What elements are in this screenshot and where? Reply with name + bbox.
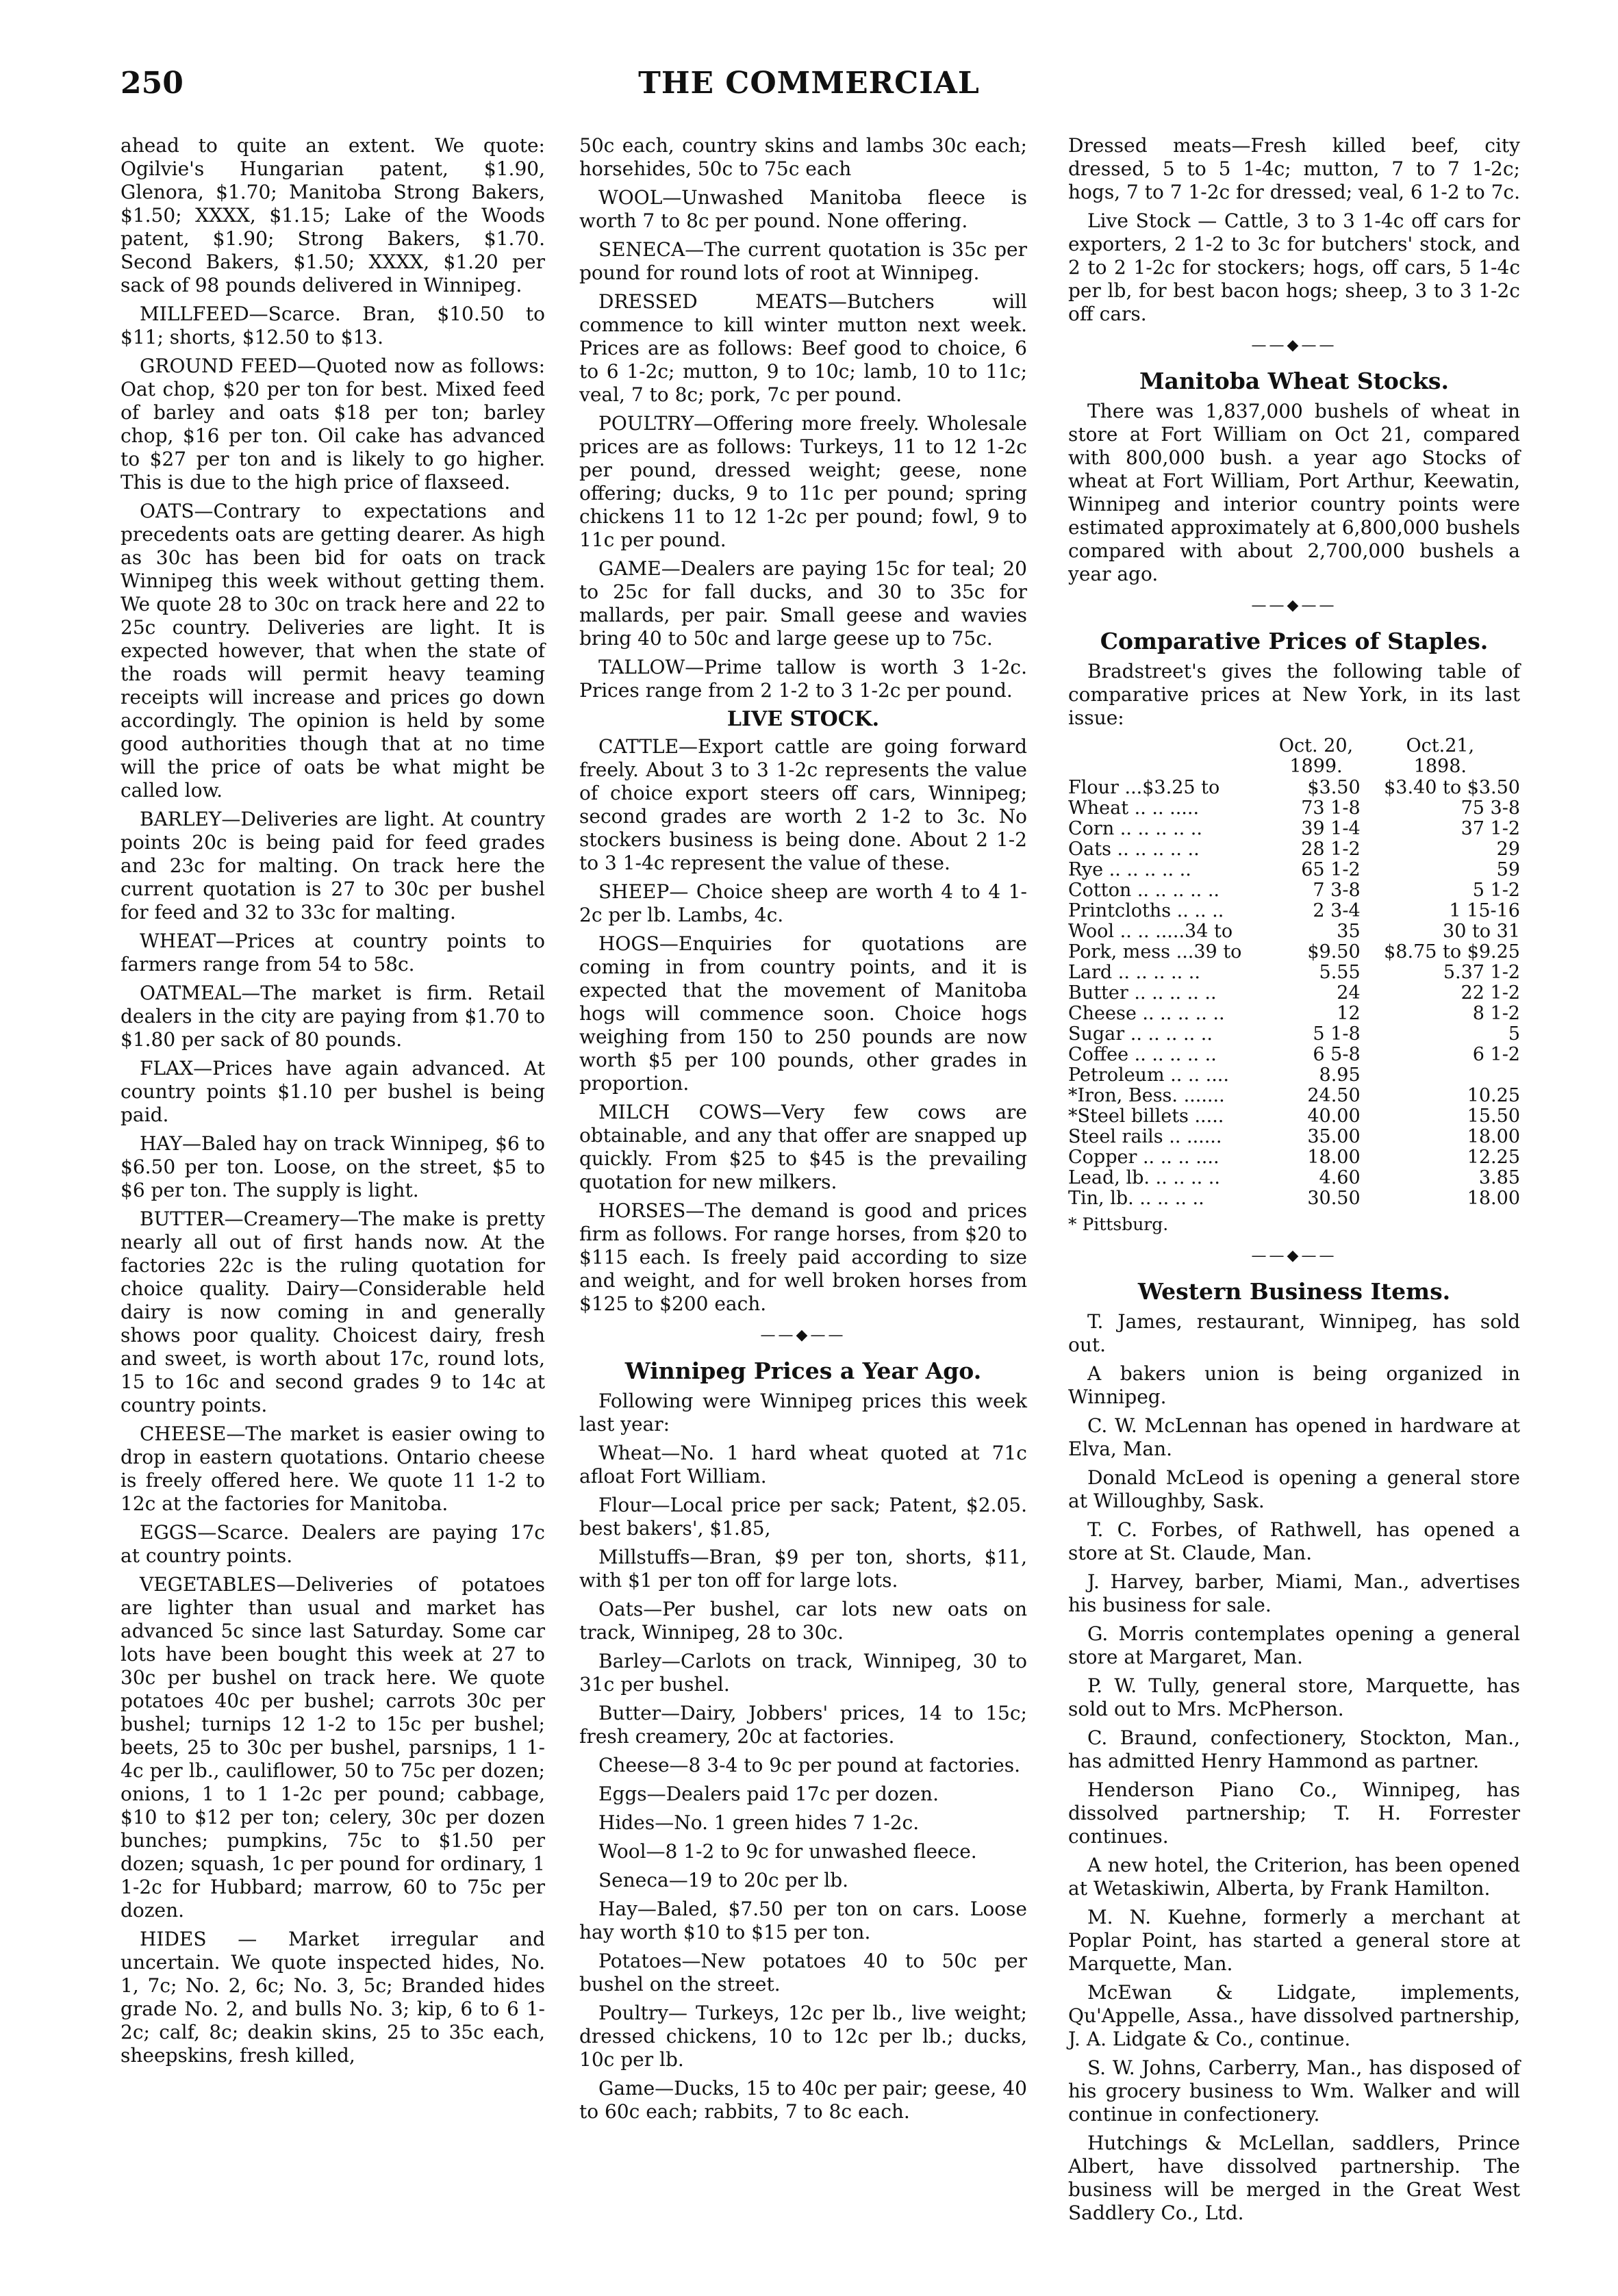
table-cell: 6 5-8 — [1313, 1044, 1361, 1065]
table-cell: *Steel billets ..... — [1068, 1106, 1224, 1127]
paragraph: OATS—Contrary to expectations and precedents oats are getting dearer. As high as 30c has been bid for oats on track Winnipeg this week without getting them. We quote 28 to 30c on track here and 22 to 25c country. Deliveries are light. It is expected however, that when the state of the roads will permit heavy teaming receipts will increase and prices go down accordingly. The opinion is held by some good authorities though that at no time will the price of oats be what might be called low. — [121, 500, 545, 802]
section-divider: ——◆—— — [1251, 597, 1337, 614]
paragraph: MILCH COWS—Very few cows are obtainable, and any that offer are snapped up quickly. From $25 to $45 is the prevailing quotation for new milkers. — [579, 1101, 1027, 1193]
table-cell: Copper .. .. .. .... — [1068, 1147, 1219, 1168]
paragraph: 50c each, country skins and lambs 30c each; horsehides, 50c to 75c each — [579, 134, 1027, 180]
table-cell: 8 1-2 — [1472, 1003, 1520, 1024]
table-cell: 39 1-4 — [1301, 818, 1361, 839]
list-item: P. W. Tully, general store, Marquette, has sold out to Mrs. McPherson. — [1068, 1674, 1520, 1720]
table-row — [1068, 1188, 1520, 1209]
paragraph: CHEESE—The market is easier owing to drop in eastern quotations. Ontario cheese is freely offered here. We quote 11 1-2 to 12c at the factories for Manitoba. — [121, 1423, 545, 1515]
list-item: Wheat—No. 1 hard wheat quoted at 71c afloat Fort William. — [579, 1442, 1027, 1488]
paragraph: MILLFEED—Scarce. Bran, $10.50 to $11; shorts, $12.50 to $13. — [121, 303, 545, 348]
staples-heading: Comparative Prices of Staples. — [1100, 628, 1489, 654]
column-3 — [1068, 134, 1520, 2230]
list-item: S. W. Johns, Carberry, Man., has disposed of his grocery business to Wm. Walker and will continue in confectionery. — [1068, 2056, 1520, 2126]
list-item: Wool—8 1-2 to 9c for unwashed fleece. — [598, 1840, 977, 1863]
table-cell: $9.50 — [1307, 941, 1361, 962]
table-cell: Coffee .. .. .. .. .. — [1068, 1044, 1217, 1065]
list-item: Barley—Carlots on track, Winnipeg, 30 to 31c per bushel. — [579, 1650, 1027, 1696]
table-cell: Flour ...$3.25 to — [1068, 777, 1220, 798]
paragraph: HORSES—The demand is good and prices firm as follows. For range horses, from $20 to $115 each. Is freely paid according to size and weight, and for well broken horses from $125 to $200 each. — [579, 1199, 1027, 1315]
paragraph: Dressed meats—Fresh killed beef, city dressed, 5 to 5 1-4c; mutton, 7 to 7 1-2c; hogs, 7 to 7 1-2c for dressed; veal, 6 1-2 to 7c. — [1068, 134, 1520, 203]
list-item: Game—Ducks, 15 to 40c per pair; geese, 40 to 60c each; rabbits, 7 to 8c each. — [579, 2077, 1027, 2123]
table-cell: 35.00 — [1307, 1126, 1361, 1147]
table-cell: 7 3-8 — [1313, 880, 1361, 901]
list-item: Seneca—19 to 20c per lb. — [598, 1869, 849, 1891]
table-cell: 30.50 — [1307, 1188, 1361, 1209]
table-row — [1068, 1045, 1520, 1065]
table-header: Oct.21, 1898. — [1406, 735, 1475, 777]
table-cell: 65 1-2 — [1301, 859, 1361, 880]
paragraph: Bradstreet's gives the following table of comparative prices at New York, in its last issue: — [1068, 660, 1520, 729]
table-cell — [1361, 1065, 1520, 1086]
table-cell: *Iron, Bess. ....... — [1068, 1085, 1225, 1106]
table-cell: 3.85 — [1478, 1167, 1520, 1188]
column-1 — [121, 134, 545, 2073]
paragraph: OATMEAL—The market is firm. Retail dealers in the city are paying from $1.70 to $1.80 per sack of 80 pounds. — [121, 982, 545, 1051]
staples-table-body — [1068, 778, 1520, 1209]
paragraph: Following were Winnipeg prices this week last year: — [579, 1390, 1027, 1436]
list-item: McEwan & Lidgate, implements, Qu'Appelle, Assa., have dissolved partnership, J. A. Lidgate & Co., continue. — [1068, 1981, 1520, 2050]
paragraph: TALLOW—Prime tallow is worth 3 1-2c. Prices range from 2 1-2 to 3 1-2c per pound. — [579, 656, 1027, 702]
table-cell: Lead, lb. .. .. .. .. — [1068, 1167, 1220, 1188]
table-cell: Steel rails .. ...... — [1068, 1126, 1222, 1147]
paragraph: BARLEY—Deliveries are light. At country points 20c is being paid for feed grades and 23c for malting. On track here the current quotation is 27 to 30c per bushel for feed and 32 to 33c for malting. — [121, 808, 545, 923]
page-title: THE COMMERCIAL — [638, 66, 980, 101]
livestock-heading: LIVE STOCK. — [726, 707, 880, 731]
table-cell: 37 1-2 — [1461, 818, 1520, 839]
table-row — [1068, 1004, 1520, 1024]
table-cell: 5 — [1508, 1023, 1520, 1045]
table-cell: 5.55 — [1319, 962, 1361, 983]
footnote: * Pittsburg. — [1068, 1214, 1169, 1234]
paragraph: HAY—Baled hay on track Winnipeg, $6 to $6.50 per ton. Loose, on the street, $5 to $6 per ton. The supply is light. — [121, 1132, 545, 1201]
table-cell: 29 — [1496, 839, 1520, 860]
table-cell: 2 3-4 — [1313, 900, 1361, 921]
table-row — [1068, 962, 1520, 983]
table-row — [1068, 819, 1520, 839]
table-cell: 1 15-16 — [1449, 900, 1520, 921]
table-header: Oct. 20, 1899. — [1278, 735, 1354, 777]
list-item: Millstuffs—Bran, $9 per ton, shorts, $11, with $1 per ton off for large lots. — [579, 1546, 1027, 1592]
paragraph: BUTTER—Creamery—The make is pretty nearly all out of first hands now. At the factories 22c is the ruling quotation for choice quality. Dairy—Considerable held dairy is now coming in and generally shows poor quality. Choicest dairy, fresh and sweet, is worth about 17c, round lots, 15 to 16c and second grades 9 to 14c at country points. — [121, 1208, 545, 1416]
table-cell: Lard .. .. .. .. .. — [1068, 962, 1200, 983]
list-item: Hay—Baled, $7.50 per ton on cars. Loose hay worth $10 to $15 per ton. — [579, 1898, 1027, 1943]
table-cell: 18.00 — [1467, 1126, 1520, 1147]
list-item: Poultry— Turkeys, 12c per lb., live weight; dressed chickens, 10 to 12c per lb.; ducks, 10c per lb. — [579, 2002, 1027, 2071]
table-row — [1068, 798, 1520, 819]
list-item: G. Morris contemplates opening a general store at Margaret, Man. — [1068, 1622, 1520, 1668]
paragraph: VEGETABLES—Deliveries of potatoes are lighter than usual and market has advanced 5c since last Saturday. Some car lots have been bought this week at 27 to 30c per bushel on track here. We quote potatoes 40c per bushel; carrots 30c per bushel; turnips 12 1-2 to 15c per bushel; beets, 25 to 30c per bushel, parsnips, 1 1-4c per lb., cauliflower, 50 to 75c per dozen; onions, 1 to 1 1-2c per pound; cabbage, $10 to $12 per ton; celery, 30c per dozen bunches; pumpkins, 75c to $1.50 per dozen; squash, 1c per pound for ordinary, 1 1-2c for Hubbard; marrow, 60 to 75c per dozen. — [121, 1573, 545, 1922]
table-cell: 10.25 — [1467, 1085, 1520, 1106]
table-row — [1068, 1024, 1520, 1045]
paragraph: ahead to quite an extent. We quote: Ogilvie's Hungarian patent, $1.90, Glenora, $1.70; Manitoba Strong Bakers, $1.50; XXXX, $1.15; Lake of the Woods patent, $1.90; Strong Bakers, $1.70. Second Bakers, $1.50; XXXX, $1.20 per sack of 98 pounds delivered in Winnipeg. — [121, 134, 545, 296]
table-cell: 12 — [1337, 1003, 1361, 1024]
western-heading: Western Business Items. — [1137, 1278, 1451, 1305]
table-row — [1068, 942, 1520, 962]
page-number: 250 — [121, 66, 184, 101]
paragraph: WHEAT—Prices at country points to farmers range from 54 to 58c. — [121, 930, 545, 975]
table-row — [1068, 983, 1520, 1004]
table-cell: Petroleum .. .. .... — [1068, 1064, 1229, 1086]
table-cell: Printcloths .. .. .. — [1068, 900, 1224, 921]
table-row — [1068, 1168, 1520, 1188]
list-item: Potatoes—New potatoes 40 to 50c per bushel on the street. — [579, 1950, 1027, 1995]
section-divider: ——◆—— — [1251, 1247, 1337, 1264]
table-row — [1068, 839, 1520, 860]
list-item: Hides—No. 1 green hides 7 1-2c. — [598, 1811, 920, 1834]
table-row — [1068, 1127, 1520, 1147]
table-row — [1068, 1065, 1520, 1086]
paragraph: HOGS—Enquiries for quotations are coming in from country points, and it is expected that the movement of Manitoba hogs will commence soon. Choice hogs weighing from 150 to 250 pounds are now worth $5 per 100 pounds, other grades in proportion. — [579, 932, 1027, 1095]
table-cell: 4.60 — [1319, 1167, 1361, 1188]
table-cell: $3.40 to $3.50 — [1384, 777, 1520, 798]
table-cell: 73 1-8 — [1301, 798, 1361, 819]
paragraph: WOOL—Unwashed Manitoba fleece is worth 7 to 8c per pound. None offering. — [579, 186, 1027, 232]
table-cell: $8.75 to $9.25 — [1384, 941, 1520, 962]
table-cell: 75 3-8 — [1461, 798, 1520, 819]
table-row — [1068, 901, 1520, 921]
list-item: Henderson Piano Co., Winnipeg, has dissolved partnership; T. H. Forrester continues. — [1068, 1778, 1520, 1848]
table-header-row — [1068, 735, 1520, 778]
list-item: A bakers union is being organized in Winnipeg. — [1068, 1362, 1520, 1408]
table-cell: 35 — [1337, 921, 1361, 942]
table-cell: Butter .. .. .. .. .. — [1068, 982, 1217, 1004]
list-item: T. James, restaurant, Winnipeg, has sold out. — [1068, 1310, 1520, 1356]
list-item: Cheese—8 3-4 to 9c per pound at factories. — [598, 1754, 1020, 1776]
paragraph: DRESSED MEATS—Butchers will commence to kill winter mutton next week. Prices are as follows: Beef good to choice, 6 to 6 1-2c; mutton, 9 to 10c; lamb, 10 to 11c; veal, 7 to 8c; pork, 7c per pound. — [579, 290, 1027, 406]
paragraph: POULTRY—Offering more freely. Wholesale prices are as follows: Turkeys, 11 to 12 1-2c per pound, dressed weight; geese, none offering; ducks, 9 to 11c per pound; spring chickens 11 to 12 1-2c per pound; fowl, 9 to 11c per pound. — [579, 412, 1027, 551]
table-row — [1068, 921, 1520, 942]
table-cell: 22 1-2 — [1461, 982, 1520, 1004]
table-row — [1068, 860, 1520, 880]
table-cell: 8.95 — [1319, 1064, 1361, 1086]
table-cell: Wheat .. .. ..... — [1068, 798, 1200, 819]
list-item: Butter—Dairy, Jobbers' prices, 14 to 15c; fresh creamery, 20c at factories. — [579, 1702, 1027, 1748]
table-cell: Cheese .. .. .. .. .. — [1068, 1003, 1225, 1024]
table-row — [1068, 1086, 1520, 1106]
table-cell: 30 to 31 — [1443, 921, 1520, 942]
table-cell: 15.50 — [1467, 1106, 1520, 1127]
paragraph: There was 1,837,000 bushels of wheat in store at Fort William on Oct 21, compared with 800,000 bush. a year ago Stocks of wheat at Fort William, Port Arthur, Keewatin, Winnipeg and interior country points were estimated approximately at 6,800,000 bushels compared with about 2,700,000 bushels a year ago. — [1068, 400, 1520, 585]
table-cell: Rye .. .. .. .. .. — [1068, 859, 1191, 880]
table-cell: Oats .. .. .. .. .. — [1068, 839, 1200, 860]
table-cell: 40.00 — [1307, 1106, 1361, 1127]
list-item: T. C. Forbes, of Rathwell, has opened a store at St. Claude, Man. — [1068, 1518, 1520, 1564]
table-row — [1068, 1147, 1520, 1168]
table-row — [1068, 1106, 1520, 1127]
list-item: Flour—Local price per sack; Patent, $2.05. best bakers', $1.85, — [579, 1494, 1027, 1540]
paragraph: HIDES — Market irregular and uncertain. We quote inspected hides, No. 1, 7c; No. 2, 6c; No. 3, 5c; Branded hides grade No. 2, and bulls No. 3; kip, 6 to 6 1-2c; calf, 8c; deakin skins, 25 to 35c each, sheepskins, fresh killed, — [121, 1928, 545, 2067]
table-cell: Wool .. .. .....34 to — [1068, 921, 1233, 942]
table-cell: Pork, mess ...39 to — [1068, 941, 1242, 962]
paragraph: EGGS—Scarce. Dealers are paying 17c at country points. — [121, 1521, 545, 1567]
paragraph: GROUND FEED—Quoted now as follows: Oat chop, $20 per ton for best. Mixed feed of barley and oats $18 per ton; barley chop, $16 per ton. Oil cake has advanced to $27 per ton and is likely to go higher. This is due to the high price of flaxseed. — [121, 355, 545, 494]
section-divider: ——◆—— — [760, 1327, 846, 1344]
list-item: M. N. Kuehne, formerly a merchant at Poplar Point, has started a general store at Marquette, Man. — [1068, 1906, 1520, 1975]
list-item: C. Braund, confectionery, Stockton, Man., has admitted Henry Hammond as partner. — [1068, 1726, 1520, 1772]
paragraph: Live Stock — Cattle, 3 to 3 1-4c off cars for exporters, 2 1-2 to 3c for butchers' stock, and 2 to 2 1-2c for stockers; hogs, off cars, 5 1-4c per lb, for best bacon hogs; sheep, 3 to 3 1-2c off cars. — [1068, 209, 1520, 325]
column-2 — [579, 134, 1027, 2129]
table-row — [1068, 880, 1520, 901]
list-item: A new hotel, the Criterion, has been opened at Wetaskiwin, Alberta, by Frank Hamilton. — [1068, 1854, 1520, 1900]
wheat-stocks-heading: Manitoba Wheat Stocks. — [1139, 368, 1449, 394]
table-cell: $3.50 — [1307, 777, 1361, 798]
table-cell: 5 1-8 — [1313, 1023, 1361, 1045]
table-cell: 18.00 — [1307, 1147, 1361, 1168]
list-item: Hutchings & McLellan, saddlers, Prince Albert, have dissolved partnership. The business will be merged in the Great West Saddlery Co., Ltd. — [1068, 2132, 1520, 2224]
table-cell: 18.00 — [1467, 1188, 1520, 1209]
list-item: C. W. McLennan has opened in hardware at Elva, Man. — [1068, 1414, 1520, 1460]
list-item: Donald McLeod is opening a general store at Willoughby, Sask. — [1068, 1466, 1520, 1512]
staples-table — [1068, 735, 1520, 1209]
paragraph: SENECA—The current quotation is 35c per pound for round lots of root at Winnipeg. — [579, 238, 1027, 284]
list-item: J. Harvey, barber, Miami, Man., advertises his business for sale. — [1068, 1570, 1520, 1616]
list-item: Eggs—Dealers paid 17c per dozen. — [598, 1783, 939, 1805]
table-row — [1068, 778, 1520, 798]
list-item: Oats—Per bushel, car lots new oats on track, Winnipeg, 28 to 30c. — [579, 1598, 1027, 1644]
paragraph: FLAX—Prices have again advanced. At country points $1.10 per bushel is being paid. — [121, 1057, 545, 1126]
paragraph: GAME—Dealers are paying 15c for teal; 20 to 25c for fall ducks, and 30 to 35c for mallards, per pair. Small geese and wavies bring 40 to 50c and large geese up to 75c. — [579, 557, 1027, 650]
table-cell: Cotton .. .. .. .. .. — [1068, 880, 1219, 901]
table-cell: Sugar .. .. .. .. .. — [1068, 1023, 1213, 1045]
paragraph: CATTLE—Export cattle are going forward freely. About 3 to 3 1-2c represents the value of choice export steers off cars, Winnipeg; second grades are worth 2 1-2 to 3c. No stockers business is being done. About 2 1-2 to 3 1-4c represent the value of these. — [579, 735, 1027, 874]
table-cell: Tin, lb. .. .. .. .. — [1068, 1188, 1204, 1209]
table-cell: 24.50 — [1307, 1085, 1361, 1106]
table-cell: 28 1-2 — [1301, 839, 1361, 860]
table-cell: Corn .. .. .. .. .. — [1068, 818, 1202, 839]
paragraph: SHEEP— Choice sheep are worth 4 to 4 1-2c per lb. Lambs, 4c. — [579, 880, 1027, 926]
table-cell: 12.25 — [1467, 1147, 1520, 1168]
table-header — [1068, 735, 1272, 778]
table-cell: 59 — [1496, 859, 1520, 880]
section-divider: ——◆—— — [1251, 337, 1337, 354]
table-cell: 5.37 1-2 — [1443, 962, 1520, 983]
table-cell: 6 1-2 — [1472, 1044, 1520, 1065]
table-cell: 5 1-2 — [1472, 880, 1520, 901]
year-ago-heading: Winnipeg Prices a Year Ago. — [624, 1357, 982, 1384]
table-cell: 24 — [1337, 982, 1361, 1004]
